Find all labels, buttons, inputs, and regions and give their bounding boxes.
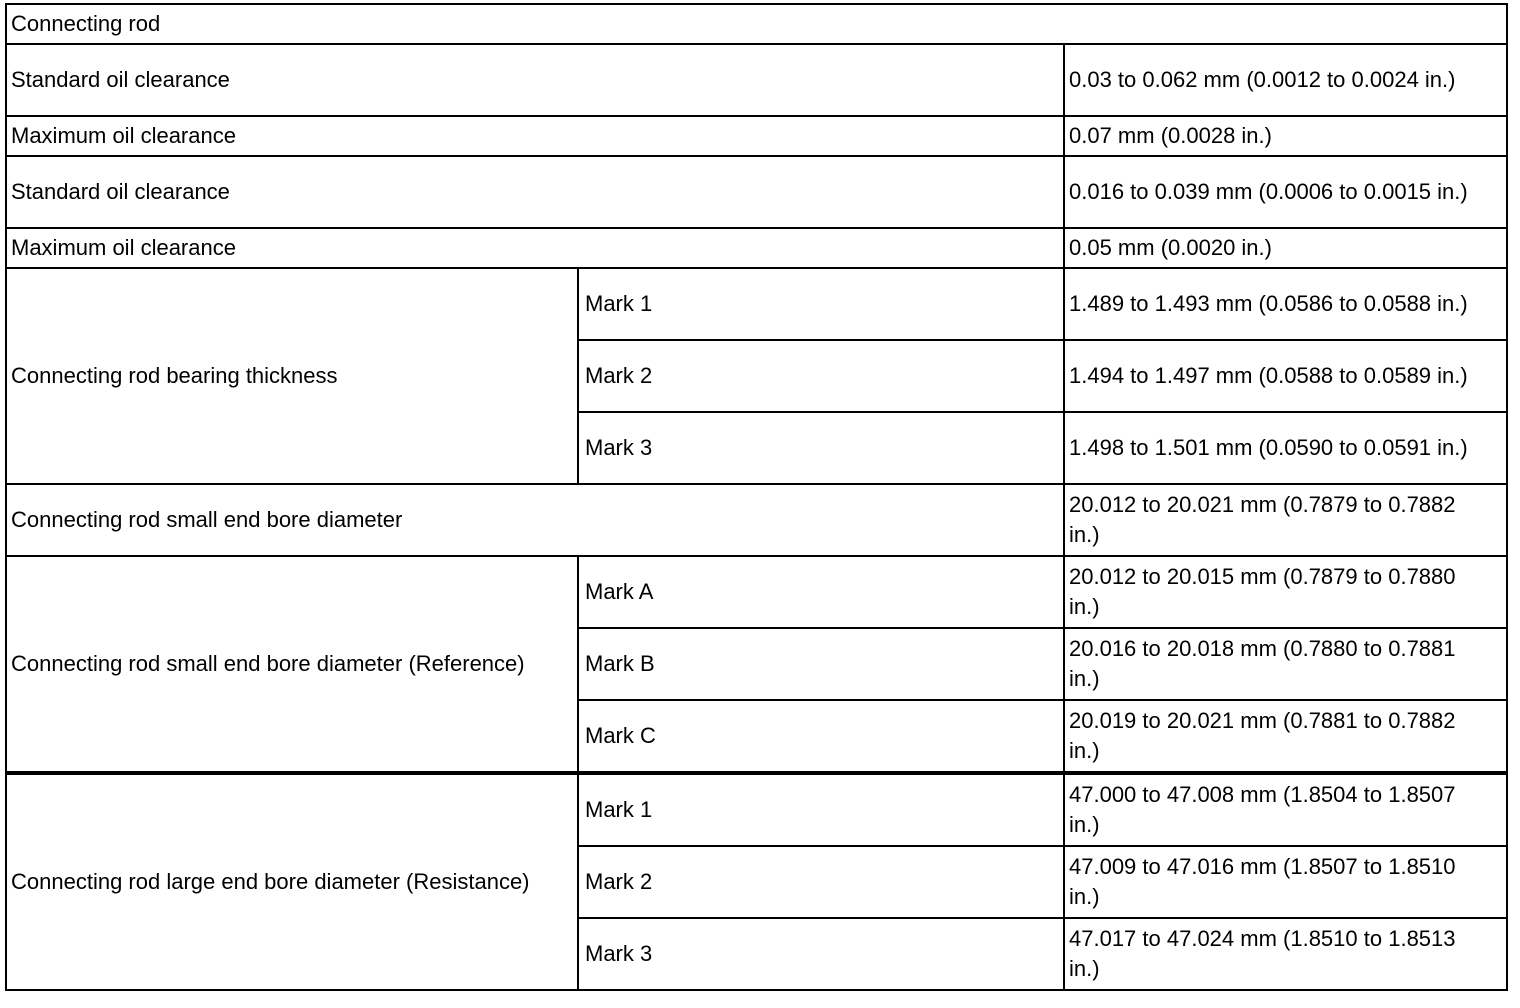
mark-label: Mark 2 (578, 340, 1064, 412)
mark-value: 47.017 to 47.024 mm (1.8510 to 1.8513 in.) (1064, 918, 1507, 990)
mark-value: 1.489 to 1.493 mm (0.0586 to 0.0588 in.) (1064, 268, 1507, 340)
mark-label: Mark 1 (578, 773, 1064, 846)
small-end-bore-value: 20.012 to 20.021 mm (0.7879 to 0.7882 in.) (1064, 484, 1507, 556)
mark-value: 47.009 to 47.016 mm (1.8507 to 1.8510 in.) (1064, 846, 1507, 918)
table-row (6, 556, 1507, 628)
bearing-thickness-label: Connecting rod bearing thickness (6, 268, 578, 484)
table-row (6, 773, 1507, 846)
mark-value: 20.012 to 20.015 mm (0.7879 to 0.7880 in.) (1064, 556, 1507, 628)
table-title: Connecting rod (6, 4, 1507, 44)
large-end-bore-label: Connecting rod large end bore diameter (Resistance) (6, 773, 578, 990)
table-row (6, 228, 1507, 268)
mark-value: 20.019 to 20.021 mm (0.7881 to 0.7882 in.) (1064, 700, 1507, 773)
mark-label: Mark 1 (578, 268, 1064, 340)
row-value: 0.05 mm (0.0020 in.) (1064, 228, 1507, 268)
mark-label: Mark 3 (578, 918, 1064, 990)
table-row (6, 44, 1507, 116)
mark-label: Mark B (578, 628, 1064, 700)
mark-label: Mark A (578, 556, 1064, 628)
mark-value: 1.498 to 1.501 mm (0.0590 to 0.0591 in.) (1064, 412, 1507, 484)
row-value: 0.03 to 0.062 mm (0.0012 to 0.0024 in.) (1064, 44, 1507, 116)
row-label: Standard oil clearance (6, 44, 1064, 116)
table-title-row (6, 4, 1507, 44)
mark-label: Mark 3 (578, 412, 1064, 484)
table-row (6, 484, 1507, 556)
row-label: Standard oil clearance (6, 156, 1064, 228)
row-value: 0.016 to 0.039 mm (0.0006 to 0.0015 in.) (1064, 156, 1507, 228)
table-row (6, 156, 1507, 228)
row-value: 0.07 mm (0.0028 in.) (1064, 116, 1507, 156)
mark-label: Mark 2 (578, 846, 1064, 918)
row-label: Maximum oil clearance (6, 116, 1064, 156)
table-row (6, 268, 1507, 340)
row-label: Maximum oil clearance (6, 228, 1064, 268)
mark-value: 1.494 to 1.497 mm (0.0588 to 0.0589 in.) (1064, 340, 1507, 412)
small-end-bore-label: Connecting rod small end bore diameter (6, 484, 1064, 556)
mark-value: 47.000 to 47.008 mm (1.8504 to 1.8507 in.) (1064, 773, 1507, 846)
small-end-bore-reference-label: Connecting rod small end bore diameter (Reference) (6, 556, 578, 773)
connecting-rod-spec-table (5, 3, 1508, 991)
table-row (6, 116, 1507, 156)
mark-label: Mark C (578, 700, 1064, 773)
mark-value: 20.016 to 20.018 mm (0.7880 to 0.7881 in.) (1064, 628, 1507, 700)
